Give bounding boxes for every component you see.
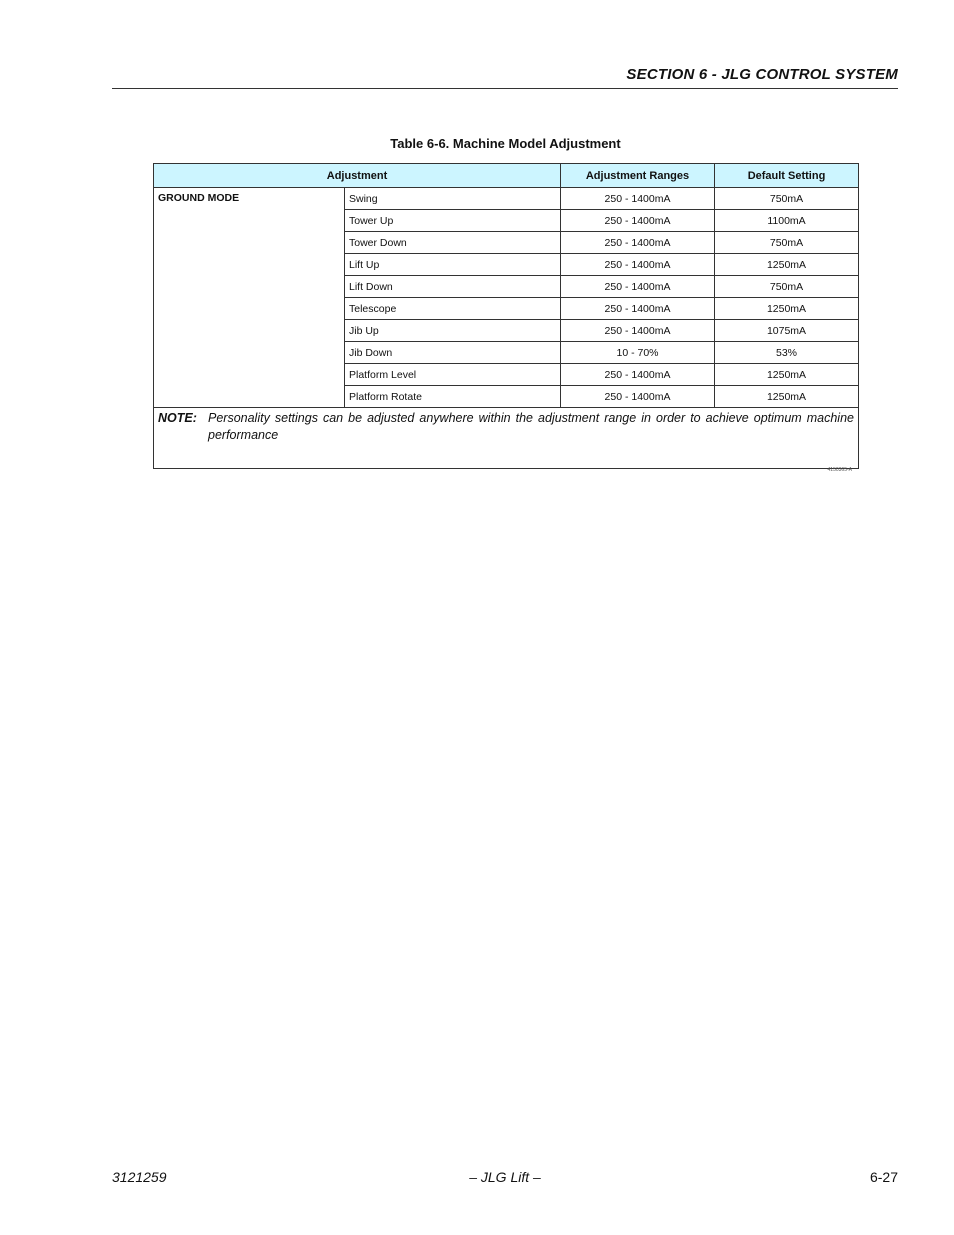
adjustment-name: Telescope [345,298,561,320]
adjustment-name: Tower Down [345,232,561,254]
section-title: SECTION 6 - JLG CONTROL SYSTEM [626,66,898,83]
note-row [154,408,859,469]
note-text: Personality settings can be adjusted anywhere within the adjustment range in order to achieve optimum machine performance [208,411,854,442]
adjustment-range: 250 - 1400mA [561,188,715,210]
adjustment-range: 250 - 1400mA [561,386,715,408]
adjustment-name: Lift Up [345,254,561,276]
table-row [154,188,859,210]
note-label: NOTE: [158,411,197,425]
adjustment-range: 250 - 1400mA [561,320,715,342]
table-header-row [154,164,859,188]
footer-doc-number: 3121259 [112,1169,167,1185]
note [158,410,854,444]
adjustment-name: Lift Down [345,276,561,298]
default-setting: 1100mA [715,210,859,232]
default-setting: 53% [715,342,859,364]
adjustment-range: 250 - 1400mA [561,210,715,232]
default-setting: 750mA [715,276,859,298]
note-cell [154,408,859,469]
group-label-ground-mode: GROUND MODE [154,188,345,408]
machine-model-adjustment-table [153,163,859,469]
adjustment-range: 250 - 1400mA [561,364,715,386]
header-rule [112,88,898,89]
default-setting: 750mA [715,232,859,254]
adjustment-name: Platform Level [345,364,561,386]
default-setting: 1250mA [715,386,859,408]
default-setting: 750mA [715,188,859,210]
table-caption: Table 6-6. Machine Model Adjustment [390,136,621,151]
adjustment-name: Jib Up [345,320,561,342]
adjustment-name: Swing [345,188,561,210]
column-header-default-setting: Default Setting [715,164,859,188]
default-setting: 1250mA [715,254,859,276]
adjustment-range: 250 - 1400mA [561,276,715,298]
column-header-adjustment: Adjustment [154,164,561,188]
footer-page-number: 6-27 [869,1169,898,1185]
default-setting: 1250mA [715,364,859,386]
figure-code: 4150365-A [827,467,852,473]
adjustment-range: 10 - 70% [561,342,715,364]
adjustment-range: 250 - 1400mA [561,254,715,276]
default-setting: 1250mA [715,298,859,320]
column-header-adjustment-ranges: Adjustment Ranges [561,164,715,188]
adjustment-name: Jib Down [345,342,561,364]
adjustment-range: 250 - 1400mA [561,298,715,320]
adjustment-name: Tower Up [345,210,561,232]
default-setting: 1075mA [715,320,859,342]
adjustment-name: Platform Rotate [345,386,561,408]
adjustment-range: 250 - 1400mA [561,232,715,254]
footer-center-text: – JLG Lift – [469,1169,541,1185]
